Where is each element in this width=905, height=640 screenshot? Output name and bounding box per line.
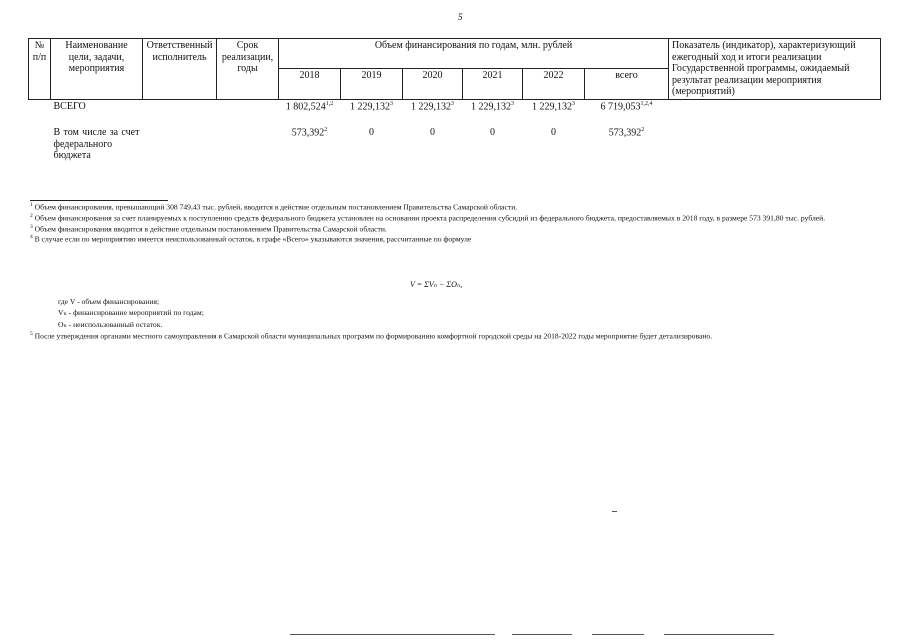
header-executor: Ответственный исполнитель [143, 39, 217, 100]
value-cell: 1 802,524$^{1,2}$ [285, 100, 334, 112]
header-funding: Объем финансирования по годам, млн. рублей [279, 39, 669, 69]
footnotes [30, 202, 878, 245]
scan-artifact [612, 511, 617, 512]
header-year: 2019 [341, 69, 403, 99]
footnote-3: $^3$ Объем финансирования вводится в действие отдельным постановлением Правительства Самарской области. [30, 223, 387, 234]
scan-artifact [592, 634, 644, 635]
value-cell-total: 573,392$^2$ [608, 127, 645, 139]
definition-vn: Vₙ - финансирование мероприятий по годам; [58, 308, 204, 318]
value-cell: 1 229,132$^3$ [471, 100, 514, 112]
footnote-separator [30, 200, 168, 201]
header-name: Наименование цели, задачи, мероприятия [51, 39, 143, 100]
row-name: В том числе за счет федерального бюджета [53, 127, 140, 162]
scan-artifact [512, 634, 572, 635]
page-number: 5 [458, 12, 463, 22]
footnote-2: $^2$ Объем финансирования за счет планируемых к поступлению средств федерального бюджета установлен на основании проекта распределения субсидий из федерального бюджета, предоставляемых в 2018 году, в размере 573 391,80 тыс. рублей. [30, 212, 826, 223]
value-cell: 1 229,132$^3$ [411, 100, 454, 112]
table-row-total [29, 99, 881, 113]
formula: V = ΣVₙ − ΣOₙ, [410, 280, 463, 289]
header-year: 2021 [463, 69, 523, 99]
value-cell: 0 [369, 127, 374, 139]
header-total: всего [585, 69, 669, 99]
footnote-5: $^5$ После утверждения органами местного самоуправления в Самарской области муниципальных программ по формированию комфортной городской среды на 2018-2022 годы мероприятие будет детализировано. [30, 331, 713, 341]
value-cell: 0 [430, 127, 435, 139]
value-cell: 0 [551, 127, 556, 139]
row-name: ВСЕГО [53, 100, 86, 112]
header-num: № п/п [29, 39, 51, 100]
header-term: Срок реализации, годы [217, 39, 279, 100]
table-row-federal [29, 113, 881, 163]
value-cell: 1 229,132$^3$ [532, 100, 575, 112]
header-year: 2018 [279, 69, 341, 99]
value-cell: 0 [490, 127, 495, 139]
header-year: 2022 [523, 69, 585, 99]
scan-artifact [664, 634, 774, 635]
header-year: 2020 [403, 69, 463, 99]
definition-v: где V - объем финансирования; [58, 297, 160, 306]
footnote-4: $^4$ В случае если по мероприятию имеется неиспользованный остаток, в графе «Всего» указываются значения, рассчитанные по формуле [30, 234, 472, 244]
value-cell: 573,392$^2$ [291, 127, 328, 139]
footnote-1: $^1$ Объем финансирования, превышающий 308 749,43 тыс. рублей, вводится в действие отдельным постановлением Правительства Самарской области. [30, 202, 518, 212]
header-indicator: Показатель (индикатор), характеризующий ежегодный ход и итоги реализации Государственной программы, ожидаемый результат реализации мероприятия (мероприятий) [669, 39, 881, 100]
definition-on: Oₙ - неиспользованный остаток. [58, 319, 163, 329]
formula-definitions [58, 296, 204, 330]
value-cell-total: 6 719,053$^{1,2,4}$ [600, 100, 653, 112]
scan-artifact [290, 634, 495, 635]
finance-table [28, 38, 881, 163]
value-cell: 1 229,132$^3$ [350, 100, 393, 112]
